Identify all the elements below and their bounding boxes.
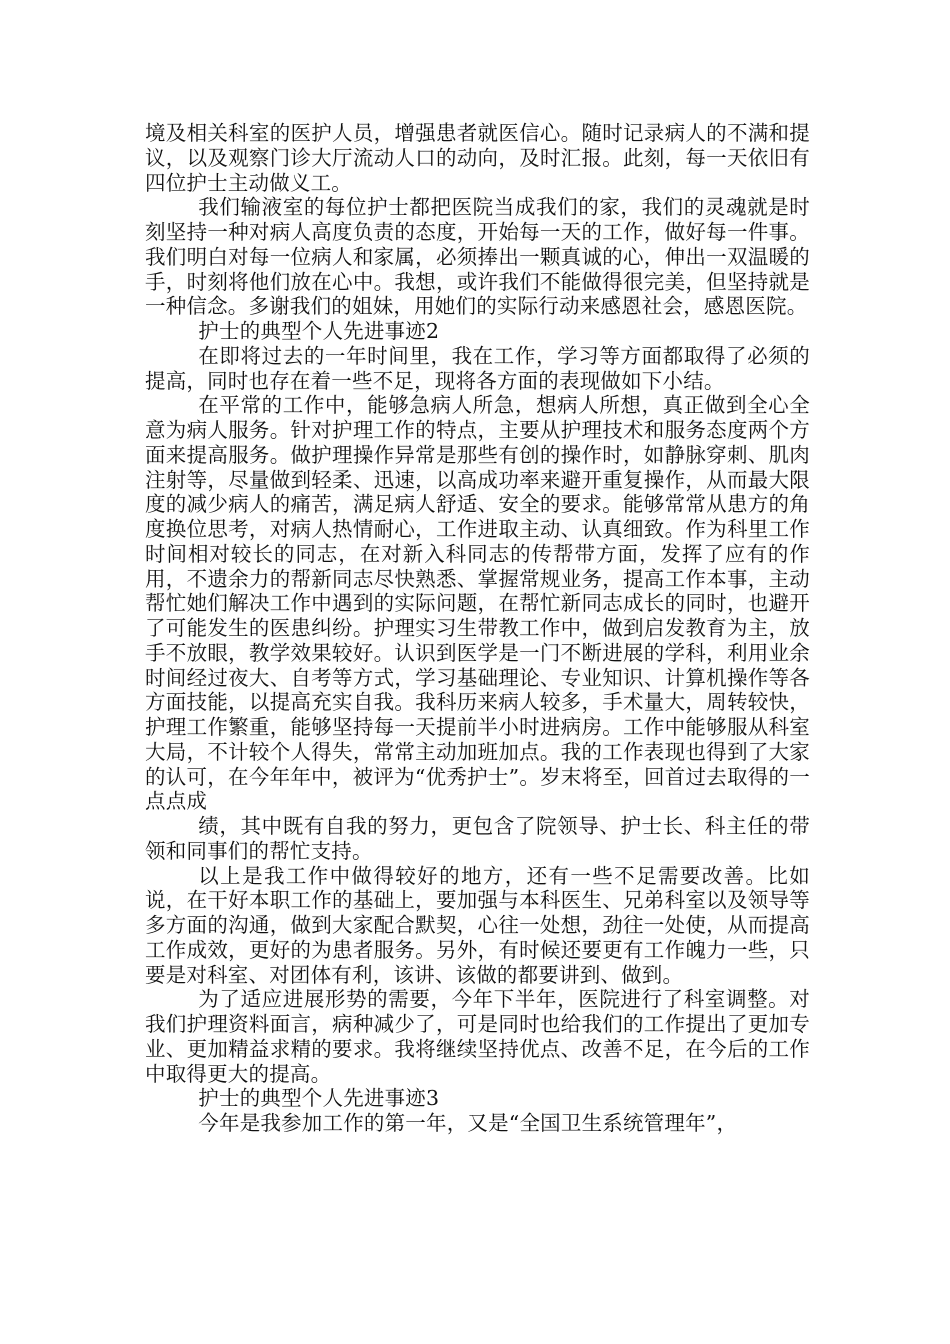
section-heading-3: 护士的典型个人先进事迹3 — [198, 1086, 440, 1111]
section-heading-2: 护士的典型个人先进事迹2 — [198, 319, 440, 343]
paragraph-daily-work: 在平常的工作中，能够急病人所急，想病人所想，真正做到全心全意为病人服务。针对护理工作的特点，主要从护理技术和服务态度两个方面来提高服务。做护理操作异常是那些有创的操作时，如静脉穿刺、肌肉注射等，尽量做到轻柔、迅速，以高成功率来避开重复操作，从而最大限度的减少病人的痛苦，满足病人舒适、安全的要求。能够常常从患方的角度换位思考，对病人热情耐心，工作进取主动、认真细致。作为科里工作时间相对较长的同志，在对新入科同志的传帮带方面，发挥了应有的作用，不遗余力的帮新同志尽快熟悉、掌握常规业务，提高工作本事，主动帮忙她们解决工作中遇到的实际问题，在帮忙新同志成长的同时，也避开了可能发生的医患纠纷。护理实习生带教工作中，做到启发教育为主，放手不放眼，教学效果较好。认识到医学是一门不断进展的学科，利用业余时间经过夜大、自考等方式，学习基础理论、专业知识、计算机操作等各方面技能，以提高充实自我。我科历来病人较多，手术量大，周转较快，护理工作繁重，能够坚持每一天提前半小时进病房。工作中能够服从科室大局，不计较个人得失，常常主动加班加点。我的工作表现也得到了大家的认可，在今年年中，被评为“优秀护士”。岁末将至，回首过去取得的一点点成 — [145, 393, 810, 814]
document-body — [145, 121, 810, 1136]
paragraph-achievements: 绩，其中既有自我的努力，更包含了院领导、护士长、科主任的带领和同事们的帮忙支持。 — [145, 814, 810, 863]
paragraph-infusion-room: 我们输液室的每位护士都把医院当成我们的家，我们的灵魂就是时刻坚持一种对病人高度负责的态度，开始每一天的工作，做好每一件事。我们明白对每一位病人和家属，必须捧出一颗真诚的心，伸出一双温暖的手，时刻将他们放在心中。我想，或许我们不能做得很完美，但坚持就是一种信念。多谢我们的姐妹，用她们的实际行动来感恩社会，感恩医院。 — [145, 195, 810, 319]
paragraph-intro-3: 今年是我参加工作的第一年，又是“全国卫生系统管理年”， — [198, 1111, 738, 1135]
paragraph-intro-2: 在即将过去的一年时间里，我在工作，学习等方面都取得了必须的提高，同时也存在着一些不足，现将各方面的表现做如下小结。 — [145, 343, 810, 393]
paragraph-continuation: 境及相关科室的医护人员，增强患者就医信心。随时记录病人的不满和提议，以及观察门诊大厅流动人口的动向，及时汇报。此刻，每一天依旧有四位护士主动做义工。 — [145, 121, 810, 195]
paragraph-shortcomings: 以上是我工作中做得较好的地方，还有一些不足需要改善。比如说，在干好本职工作的基础上，要加强与本科医生、兄弟科室以及领导等多方面的沟通，做到大家配合默契，心往一处想，劲往一处使，从而提高工作成效，更好的为患者服务。另外，有时候还要更有工作魄力一些，只要是对科室、对团体有利，该讲、该做的都要讲到、做到。 — [145, 863, 810, 987]
paragraph-adjustment: 为了适应进展形势的需要，今年下半年，医院进行了科室调整。对我们护理资料面言，病种减少了，可是同时也给我们的工作提出了更加专业、更加精益求精的要求。我将继续坚持优点、改善不足，在今后的工作中取得更大的提高。 — [145, 987, 810, 1086]
